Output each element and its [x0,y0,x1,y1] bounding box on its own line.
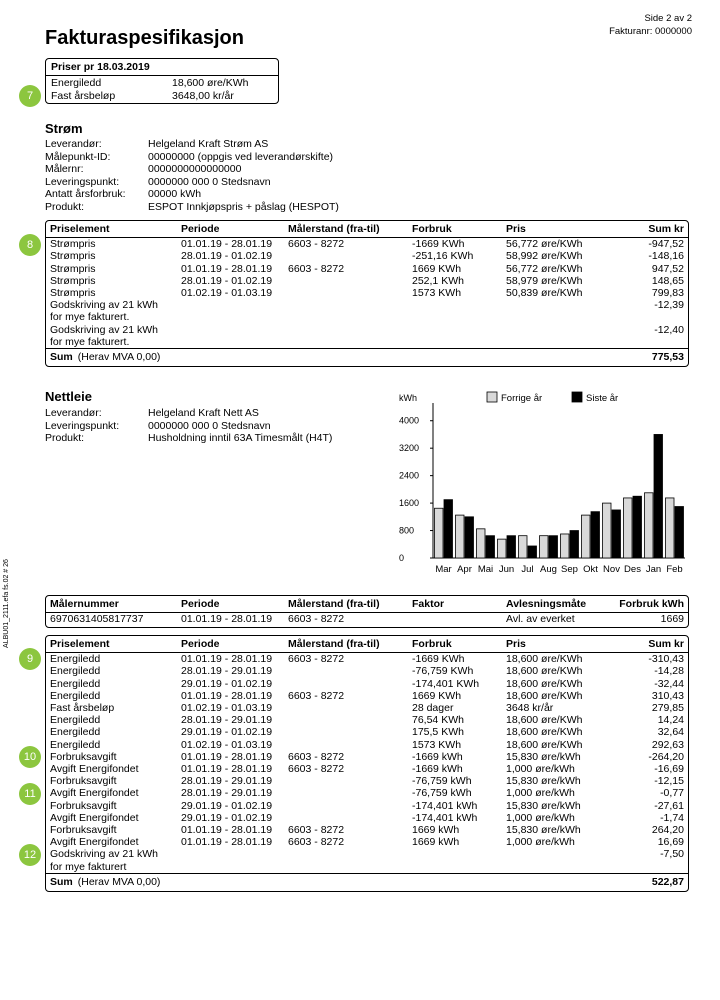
table-cell [502,299,602,311]
table-cell [284,739,408,751]
table-cell: Avgift Energifondet [50,763,139,776]
bar-forrige-feb [666,498,675,558]
table-row [46,613,688,626]
page-title: Fakturaspesifikasjon [45,27,244,49]
table-cell: Avgift Energifondet [50,836,139,849]
table-cell: -148,16 [648,250,684,263]
bar-siste-jun [507,536,516,558]
table-row [46,250,688,262]
nettleie-heading: Nettleie [45,389,92,404]
table-row [46,775,688,787]
column-header: Sum kr [602,221,688,238]
column-header: Pris [502,636,602,653]
table-cell [284,714,408,726]
meter-table [46,596,688,625]
table-cell: 18,600 øre/KWh [506,653,583,666]
table-row [46,287,688,299]
table-cell: 18,600 øre/KWh [506,738,583,751]
table-cell: 28.01.19 - 29.01.19 [181,775,273,788]
table-cell: 1573 KWh [412,738,462,751]
table-cell [284,702,408,714]
y-tick-label: 0 [399,553,405,563]
table-cell: Forbruksavgift [50,775,117,788]
table-cell: 6603 - 8272 [288,653,345,666]
table-cell: -14,28 [654,665,684,678]
table-cell [284,250,408,262]
x-tick-label: Nov [603,564,620,575]
column-header: Målerstand (fra-til) [284,596,408,613]
badge-11: 11 [19,783,41,805]
x-tick-label: Apr [457,564,472,575]
table-cell: Energiledd [50,689,101,702]
column-header: Forbruk [408,221,502,238]
table-cell: Strømpris [50,274,96,287]
x-tick-label: Mar [435,564,452,575]
table-cell: 28.01.19 - 29.01.19 [181,665,273,678]
table-row [46,726,688,738]
table-cell: Avl. av everket [506,613,575,626]
column-header: Periode [177,221,284,238]
table-cell: 15,830 øre/kWh [506,824,581,837]
table-cell: Energiledd [50,726,101,739]
table-row [46,836,688,848]
table-cell: Energiledd [50,665,101,678]
table-cell: 279,85 [651,702,684,715]
table-cell: 6603 - 8272 [288,763,345,776]
table-cell: 29.01.19 - 01.02.19 [181,799,273,812]
table-cell [408,336,502,349]
table-row [46,665,688,677]
table-cell: 58,992 øre/KWh [506,250,583,263]
table-cell: 252,1 KWh [412,274,464,287]
bar-forrige-aug [540,536,549,558]
table-cell: Fast årsbeløp [50,702,115,715]
badge-9: 9 [19,648,41,670]
table-cell: 14,24 [657,714,684,727]
table-cell: 6603 - 8272 [288,836,345,849]
y-tick-label: 1600 [399,498,420,509]
badge-12: 12 [19,844,41,866]
sum-value: 522,87 [602,873,688,890]
table-cell [177,848,284,860]
table-cell [284,678,408,690]
table-cell: -1669 kWh [412,750,463,763]
x-tick-label: Okt [583,564,598,575]
table-cell: 18,600 øre/KWh [506,665,583,678]
table-cell: 29.01.19 - 01.02.19 [181,677,273,690]
table-cell [284,324,408,336]
table-cell: Strømpris [50,287,96,300]
y-axis-label: kWh [399,393,417,403]
table-cell: for mye fakturert. [50,311,130,324]
table-cell [502,324,602,336]
strom-table-box [45,220,689,367]
table-row [46,299,688,311]
bar-siste-feb [675,507,684,558]
consumption-chart [395,387,695,582]
table-row [46,824,688,836]
table-cell: 01.02.19 - 01.03.19 [181,702,273,715]
column-header: Priselement [46,221,177,238]
table-cell: 3648 kr/år [506,702,554,715]
table-cell: 15,830 øre/kWh [506,750,581,763]
table-cell [284,665,408,677]
column-header: Målerstand (fra-til) [284,636,408,653]
table-row [46,848,688,860]
table-cell: 01.01.19 - 28.01.19 [181,750,273,763]
table-cell: Godskriving av 21 kWh [50,299,158,312]
table-cell: 76,54 KWh [412,714,464,727]
nettleie-table [46,636,688,890]
strom-table [46,221,688,365]
legend-swatch [572,392,582,402]
table-cell [408,324,502,336]
table-row [46,336,688,349]
bar-siste-sep [570,531,579,558]
table-cell: Forbruksavgift [50,799,117,812]
table-cell: 28.01.19 - 29.01.19 [181,714,273,727]
table-cell [408,861,502,874]
table-cell: -264,20 [648,750,684,763]
table-cell: Energiledd [50,677,101,690]
table-cell: Energiledd [50,653,101,666]
table-cell [177,336,284,349]
table-cell: 6603 - 8272 [288,689,345,702]
x-tick-label: Jul [521,564,534,575]
table-cell: 01.01.19 - 28.01.19 [181,262,273,275]
table-cell [502,336,602,349]
bar-forrige-nov [603,503,612,558]
legend-label: Forrige år [501,393,543,404]
table-cell [502,861,602,874]
y-tick-label: 3200 [399,443,420,454]
table-cell: for mye fakturert [50,860,127,873]
table-cell: 1,000 øre/kWh [506,787,575,800]
bar-forrige-jul [519,536,528,558]
bar-siste-des [633,496,642,558]
table-row [46,263,688,275]
table-cell: -76,759 KWh [412,665,474,678]
table-cell: 28 dager [412,702,454,715]
table-cell [284,275,408,287]
table-row [46,311,688,323]
badge-7: 7 [19,85,41,107]
table-cell: -947,52 [648,238,684,251]
column-header: Målernummer [46,596,177,613]
table-cell: Energiledd [50,714,101,727]
badge-10: 10 [19,746,41,768]
page-info [609,12,692,38]
table-cell: 32,64 [657,726,684,739]
bar-siste-aug [549,536,558,558]
table-cell: -32,44 [654,677,684,690]
table-row [46,678,688,690]
table-cell [177,311,284,323]
sum-label: Sum [50,351,73,364]
table-cell: 1669 kWh [412,836,460,849]
table-row [46,714,688,726]
table-cell: 175,5 KWh [412,726,464,739]
table-cell: 01.01.19 - 28.01.19 [181,824,273,837]
strom-info: Leverandør: Helgeland Kraft Strøm AS Målepunkt-ID: 00000000 (oppgis ved leverandørskifte) Målernr: 0000000000000000 Leveringspunkt: 0000000 000 0 Stedsnavn Antatt årsforbruk: 00000 kWh Produkt: ESPOT Innkjøpspris + påslag (HESPOT) [45,138,339,213]
y-tick-label: 2400 [399,470,420,481]
prices-header: Priser pr 18.03.2019 [46,59,278,76]
table-cell: 28.01.19 - 29.01.19 [181,787,273,800]
table-cell: 56,772 øre/KWh [506,262,583,275]
column-header: Forbruk kWh [615,596,688,613]
table-cell [284,861,408,874]
table-row [46,324,688,336]
sum-note: (Herav MVA 0,00) [77,351,161,364]
table-cell: 18,600 øre/KWh [506,714,583,727]
table-cell: 18,600 øre/KWh [506,689,583,702]
bar-siste-jul [528,546,537,558]
table-cell [408,848,502,860]
table-row [46,275,688,287]
table-cell [177,299,284,311]
table-cell: 01.01.19 - 28.01.19 [181,689,273,702]
bar-forrige-okt [582,515,591,558]
table-cell: 29.01.19 - 01.02.19 [181,726,273,739]
table-cell: 6603 - 8272 [288,238,345,251]
table-cell: 01.01.19 - 28.01.19 [181,836,273,849]
table-cell: Avgift Energifondet [50,787,139,800]
table-cell [177,324,284,336]
table-cell: 1573 KWh [412,287,462,300]
x-tick-label: Aug [540,564,557,575]
table-cell: Energiledd [50,738,101,751]
table-cell: 28.01.19 - 01.02.19 [181,250,273,263]
table-cell: -174,401 kWh [412,811,478,824]
column-header: Periode [177,636,284,653]
nettleie-info: Leverandør: Helgeland Kraft Nett AS Leveringspunkt: 0000000 000 0 Stedsnavn Produkt: Husholdning inntil 63A Timesmålt (H4T) [45,407,333,444]
table-cell [284,800,408,812]
bar-siste-jan [654,434,663,558]
y-tick-label: 800 [399,525,415,536]
table-cell: 01.01.19 - 28.01.19 [181,613,273,626]
column-header: Avlesningsmåte [502,596,615,613]
table-cell: Godskriving av 21 kWh [50,323,158,336]
table-cell: 1,000 øre/kWh [506,836,575,849]
x-tick-label: Sep [561,564,578,575]
table-cell: -76,759 kWh [412,787,472,800]
table-cell: -12,15 [654,775,684,788]
table-cell: 56,772 øre/KWh [506,238,583,251]
table-cell: 1669 kWh [412,824,460,837]
bar-forrige-des [624,498,633,558]
bar-siste-mar [444,500,453,558]
x-tick-label: Feb [666,564,683,575]
legend-swatch [487,392,497,402]
column-header: Periode [177,596,284,613]
table-cell [502,311,602,323]
table-cell [602,311,688,323]
table-cell: Forbruksavgift [50,824,117,837]
table-row [46,812,688,824]
table-cell: 50,839 øre/KWh [506,287,583,300]
table-cell: -174,401 KWh [412,677,480,690]
table-cell [284,336,408,349]
meter-table-box [45,595,689,628]
sum-label: Sum [50,875,73,888]
table-cell: 15,830 øre/kWh [506,799,581,812]
table-cell [284,812,408,824]
price-row: Energiledd 18,600 øre/KWh [51,77,249,89]
bar-siste-apr [465,517,474,558]
table-cell: 1669 KWh [412,262,462,275]
table-row [46,763,688,775]
column-header: Målerstand (fra-til) [284,221,408,238]
table-cell: 01.01.19 - 28.01.19 [181,238,273,251]
table-cell: 799,83 [651,287,684,300]
table-cell: -12,40 [654,323,684,336]
strom-heading: Strøm [45,121,83,136]
table-cell: 6603 - 8272 [288,613,345,626]
x-tick-label: Jan [645,564,662,575]
table-row [46,653,688,666]
y-tick-label: 4000 [399,415,420,426]
table-row [46,800,688,812]
price-row: Fast årsbeløp 3648,00 kr/år [51,89,234,102]
table-cell: 1,000 øre/kWh [506,763,575,776]
table-cell: -1669 KWh [412,653,465,666]
table-cell: Strømpris [50,262,96,275]
table-cell [502,848,602,860]
table-cell: 01.02.19 - 01.03.19 [181,287,273,300]
table-cell: 1669 [660,613,684,626]
x-tick-label: Jun [498,564,515,575]
table-cell [602,336,688,349]
table-cell [284,726,408,738]
table-cell: 15,830 øre/kWh [506,775,581,788]
column-header: Priselement [46,636,177,653]
sum-value: 775,53 [602,349,688,366]
table-cell: 01.01.19 - 28.01.19 [181,763,273,776]
table-cell: 16,69 [657,836,684,849]
table-cell: 18,600 øre/KWh [506,726,583,739]
bar-siste-nov [612,510,621,558]
table-cell: for mye fakturert. [50,335,130,348]
bar-forrige-mai [477,529,486,558]
sum-row [46,349,688,366]
table-row [46,739,688,751]
table-cell: 1669 KWh [412,689,462,702]
table-cell: 01.01.19 - 28.01.19 [181,653,273,666]
table-cell: 148,65 [651,274,684,287]
table-cell: 264,20 [651,824,684,837]
table-cell [602,861,688,874]
table-cell [408,613,502,626]
table-cell: 01.02.19 - 01.03.19 [181,738,273,751]
table-cell: Strømpris [50,250,96,263]
table-cell: -1,74 [660,811,684,824]
column-header: Forbruk [408,636,502,653]
table-cell: -12,39 [654,299,684,312]
column-header: Faktor [408,596,502,613]
table-cell [284,311,408,323]
table-cell: -174,401 kWh [412,799,478,812]
table-cell: 292,63 [651,738,684,751]
table-cell: Godskriving av 21 kWh [50,848,158,861]
table-cell [284,299,408,311]
x-tick-label: Mai [477,564,494,575]
table-cell: 6603 - 8272 [288,824,345,837]
table-cell: 28.01.19 - 01.02.19 [181,274,273,287]
bar-forrige-sep [561,534,570,558]
sum-row [46,873,688,890]
bar-forrige-jun [498,539,507,558]
table-cell: -16,69 [654,763,684,776]
table-cell: -310,43 [648,653,684,666]
table-cell [408,299,502,311]
table-cell: 29.01.19 - 01.02.19 [181,811,273,824]
table-row [46,861,688,874]
table-cell: -1669 KWh [412,238,465,251]
table-cell [284,287,408,299]
x-tick-label: Des [624,564,641,575]
prices-box [45,58,279,104]
table-cell: -76,759 kWh [412,775,472,788]
table-cell: 6603 - 8272 [288,750,345,763]
nettleie-table-box [45,635,689,892]
table-cell: 18,600 øre/KWh [506,677,583,690]
badge-8: 8 [19,234,41,256]
bar-forrige-apr [456,515,465,558]
table-row [46,751,688,763]
table-cell: 1,000 øre/kWh [506,811,575,824]
side-reference: ALBU01_2111.efa fs.02 # 26 [2,559,10,648]
page-number: Side 2 av 2 [644,13,692,24]
invoice-number: Fakturanr: 0000000 [609,26,692,37]
bar-siste-mai [486,536,495,558]
table-cell: -7,50 [660,848,684,861]
table-cell: 947,52 [651,262,684,275]
table-row [46,690,688,702]
table-cell [284,787,408,799]
table-cell [408,311,502,323]
table-cell: 6603 - 8272 [288,262,345,275]
table-row [46,702,688,714]
table-cell: 6970631405817737 [50,613,144,626]
table-cell: Strømpris [50,238,96,251]
table-cell [284,848,408,860]
table-cell: 58,979 øre/KWh [506,274,583,287]
table-cell [284,775,408,787]
table-cell: 310,43 [651,689,684,702]
sum-note: (Herav MVA 0,00) [77,875,161,888]
table-cell: Avgift Energifondet [50,811,139,824]
legend-label: Siste år [586,393,619,404]
table-row [46,238,688,251]
bar-siste-okt [591,512,600,558]
column-header: Sum kr [602,636,688,653]
bar-forrige-mar [435,508,444,558]
column-header: Pris [502,221,602,238]
table-cell: -0,77 [660,787,684,800]
table-row [46,787,688,799]
table-cell: Forbruksavgift [50,750,117,763]
table-cell: -251,16 KWh [412,250,474,263]
table-cell: -27,61 [654,799,684,812]
bar-forrige-jan [645,493,654,558]
table-cell: -1669 kWh [412,763,463,776]
table-cell [177,861,284,874]
